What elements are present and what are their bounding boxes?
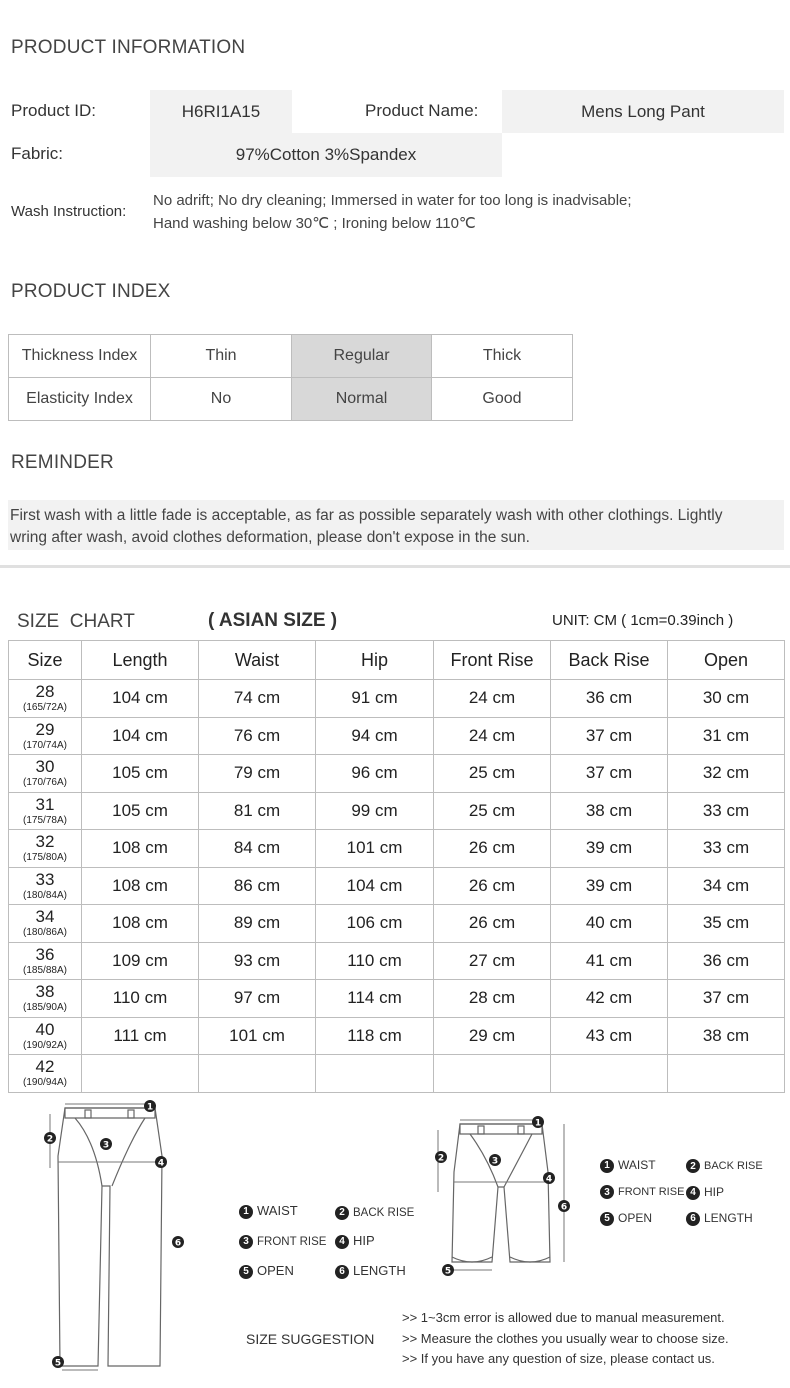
size-row	[9, 755, 785, 793]
product-index-heading: PRODUCT INDEX	[11, 281, 171, 302]
size-value-open: 31 cm	[668, 717, 785, 755]
size-number: 29	[35, 719, 55, 739]
legend-right-front-rise: 3 FRONT RISE	[600, 1185, 684, 1199]
size-number: 32	[35, 832, 55, 852]
size-row	[9, 905, 785, 943]
size-row	[9, 1055, 785, 1093]
svg-text:6: 6	[174, 1238, 182, 1249]
suggestion-item: >> 1~3cm error is allowed due to manual measurement.	[402, 1310, 725, 1325]
size-body-measure: (180/86A)	[23, 927, 67, 939]
size-number: 28	[35, 682, 55, 702]
size-cell	[9, 980, 82, 1018]
svg-text:3: 3	[102, 1140, 110, 1151]
size-value-length: 105 cm	[82, 792, 199, 830]
col-header-open: Open	[668, 641, 785, 680]
col-header-size: Size	[9, 641, 82, 680]
size-chart-unit: UNIT: CM ( 1cm=0.39inch )	[552, 612, 734, 629]
size-value-hip: 94 cm	[316, 717, 434, 755]
size-body-measure: (170/76A)	[23, 777, 67, 789]
size-value-hip: 91 cm	[316, 680, 434, 718]
size-row	[9, 942, 785, 980]
size-suggestion-title: SIZE SUGGESTION	[246, 1331, 375, 1347]
size-value-hip: 104 cm	[316, 867, 434, 905]
size-value-back: 36 cm	[551, 680, 668, 718]
svg-text:2: 2	[46, 1134, 54, 1145]
size-value-back	[551, 1055, 668, 1093]
size-row	[9, 867, 785, 905]
svg-text:4: 4	[545, 1174, 553, 1185]
size-value-open: 37 cm	[668, 980, 785, 1018]
size-value-length: 105 cm	[82, 755, 199, 793]
size-number: 33	[35, 869, 55, 889]
size-body-measure: (185/90A)	[23, 1002, 67, 1014]
wash-line-1: No adrift; No dry cleaning; Immersed in water for too long is inadvisable;	[153, 192, 632, 209]
elasticity-option: Good	[432, 378, 573, 421]
size-value-back: 38 cm	[551, 792, 668, 830]
legend-hip: 4 HIP	[335, 1233, 375, 1249]
size-value-back: 37 cm	[551, 755, 668, 793]
measure-marker-5-icon	[52, 1356, 64, 1369]
svg-text:4: 4	[157, 1158, 165, 1169]
size-value-open: 36 cm	[668, 942, 785, 980]
size-cell	[9, 1017, 82, 1055]
size-value-waist: 89 cm	[199, 905, 316, 943]
size-value-back: 42 cm	[551, 980, 668, 1018]
size-number: 31	[35, 794, 55, 814]
size-value-hip: 101 cm	[316, 830, 434, 868]
size-number: 38	[35, 982, 55, 1002]
size-value-waist: 74 cm	[199, 680, 316, 718]
size-suggestion-list	[402, 1308, 729, 1370]
measure-marker-6-icon	[172, 1236, 184, 1249]
wash-line-2: Hand washing below 30℃ ; Ironing below 110℃	[153, 215, 476, 232]
elasticity-option: No	[151, 378, 292, 421]
measure-marker-2-icon	[44, 1132, 56, 1145]
size-chart-subtitle: ( ASIAN SIZE )	[208, 610, 338, 631]
size-value-hip: 96 cm	[316, 755, 434, 793]
size-value-waist: 84 cm	[199, 830, 316, 868]
short-pant-diagram	[432, 1112, 592, 1282]
product-id-label: Product ID:	[11, 101, 97, 120]
legend-right-waist: 1 WAIST	[600, 1158, 656, 1173]
col-header-front-rise: Front Rise	[434, 641, 551, 680]
size-value-back: 39 cm	[551, 830, 668, 868]
size-value-open: 38 cm	[668, 1017, 785, 1055]
size-number: 36	[35, 944, 55, 964]
size-number: 40	[35, 1019, 55, 1039]
elasticity-row	[9, 378, 573, 421]
size-value-length: 104 cm	[82, 680, 199, 718]
thickness-option-selected: Regular	[292, 335, 432, 378]
reminder-line-2: wring after wash, avoid clothes deformation, please don't expose in the sun.	[10, 529, 530, 546]
size-value-back: 39 cm	[551, 867, 668, 905]
legend-waist: 1 WAIST	[239, 1203, 298, 1219]
size-body-measure: (175/80A)	[23, 852, 67, 864]
svg-text:2: 2	[437, 1153, 445, 1164]
size-value-front: 24 cm	[434, 680, 551, 718]
elasticity-label: Elasticity Index	[9, 378, 151, 421]
size-value-hip: 99 cm	[316, 792, 434, 830]
size-value-front: 26 cm	[434, 830, 551, 868]
legend-right-hip: 4 HIP	[686, 1185, 724, 1200]
size-cell	[9, 755, 82, 793]
size-number: 30	[35, 757, 55, 777]
size-cell	[9, 680, 82, 718]
size-body-measure: (170/74A)	[23, 739, 67, 751]
size-value-waist: 86 cm	[199, 867, 316, 905]
size-row	[9, 717, 785, 755]
product-id-value: H6RI1A15	[150, 90, 292, 133]
size-value-waist: 93 cm	[199, 942, 316, 980]
size-value-back: 43 cm	[551, 1017, 668, 1055]
size-body-measure: (165/72A)	[23, 702, 67, 714]
svg-text:6: 6	[560, 1202, 568, 1213]
size-value-hip: 110 cm	[316, 942, 434, 980]
short-marker-5-icon	[442, 1264, 454, 1277]
product-name-value: Mens Long Pant	[502, 90, 784, 133]
size-value-hip: 118 cm	[316, 1017, 434, 1055]
size-row	[9, 980, 785, 1018]
svg-text:1: 1	[534, 1118, 542, 1129]
svg-text:3: 3	[491, 1156, 499, 1167]
legend-right-length: 6 LENGTH	[686, 1211, 753, 1226]
size-value-front: 26 cm	[434, 905, 551, 943]
size-value-open: 33 cm	[668, 792, 785, 830]
size-value-open: 32 cm	[668, 755, 785, 793]
thickness-option: Thick	[432, 335, 573, 378]
size-value-length: 108 cm	[82, 830, 199, 868]
size-body-measure: (190/94A)	[23, 1077, 67, 1089]
size-value-open: 34 cm	[668, 867, 785, 905]
product-info-heading: PRODUCT INFORMATION	[11, 37, 246, 58]
suggestion-item: >> If you have any question of size, please contact us.	[402, 1351, 715, 1366]
size-body-measure: (175/78A)	[23, 814, 67, 826]
size-chart-table	[8, 640, 785, 1093]
size-value-length: 109 cm	[82, 942, 199, 980]
reminder-line-1: First wash with a little fade is acceptable, as far as possible separately wash with other clothings. Lightly	[10, 507, 723, 524]
legend-open: 5 OPEN	[239, 1263, 294, 1279]
size-value-open	[668, 1055, 785, 1093]
fabric-label: Fabric:	[11, 144, 63, 163]
size-chart-title: SIZE CHART	[17, 611, 135, 632]
legend-right-back-rise: 2 BACK RISE	[686, 1159, 763, 1173]
size-cell	[9, 792, 82, 830]
elasticity-option-selected: Normal	[292, 378, 432, 421]
size-cell	[9, 942, 82, 980]
col-header-back-rise: Back Rise	[551, 641, 668, 680]
size-row	[9, 830, 785, 868]
size-cell	[9, 1055, 82, 1093]
size-cell	[9, 717, 82, 755]
svg-text:1: 1	[146, 1102, 154, 1113]
svg-text:5: 5	[54, 1358, 62, 1369]
thickness-option: Thin	[151, 335, 292, 378]
thickness-row	[9, 335, 573, 378]
size-number: 42	[35, 1057, 55, 1077]
size-body-measure: (180/84A)	[23, 889, 67, 901]
legend-length: 6 LENGTH	[335, 1263, 406, 1279]
size-value-back: 41 cm	[551, 942, 668, 980]
short-marker-2-icon	[435, 1151, 447, 1164]
size-value-waist: 101 cm	[199, 1017, 316, 1055]
section-divider	[0, 565, 790, 568]
size-cell	[9, 867, 82, 905]
size-value-open: 33 cm	[668, 830, 785, 868]
size-value-length: 104 cm	[82, 717, 199, 755]
legend-back-rise: 2 BACK RISE	[335, 1204, 414, 1220]
size-value-hip	[316, 1055, 434, 1093]
size-value-length: 108 cm	[82, 867, 199, 905]
size-value-front: 24 cm	[434, 717, 551, 755]
reminder-box	[8, 500, 784, 550]
size-row	[9, 792, 785, 830]
size-value-front	[434, 1055, 551, 1093]
size-value-waist: 97 cm	[199, 980, 316, 1018]
size-value-back: 37 cm	[551, 717, 668, 755]
size-value-front: 28 cm	[434, 980, 551, 1018]
size-body-measure: (190/92A)	[23, 1039, 67, 1051]
legend-front-rise: 3 FRONT RISE	[239, 1233, 326, 1249]
size-cell	[9, 905, 82, 943]
size-value-front: 27 cm	[434, 942, 551, 980]
size-value-waist: 81 cm	[199, 792, 316, 830]
suggestion-item: >> Measure the clothes you usually wear to choose size.	[402, 1330, 729, 1346]
short-marker-6-icon	[558, 1200, 570, 1213]
size-row	[9, 680, 785, 718]
size-value-hip: 114 cm	[316, 980, 434, 1018]
fabric-value: 97%Cotton 3%Spandex	[150, 133, 502, 177]
thickness-label: Thickness Index	[9, 335, 151, 378]
size-chart-header-row	[9, 641, 785, 680]
col-header-length: Length	[82, 641, 199, 680]
size-value-back: 40 cm	[551, 905, 668, 943]
col-header-waist: Waist	[199, 641, 316, 680]
size-value-open: 30 cm	[668, 680, 785, 718]
size-value-length: 110 cm	[82, 980, 199, 1018]
size-value-front: 29 cm	[434, 1017, 551, 1055]
size-value-front: 26 cm	[434, 867, 551, 905]
size-value-length: 108 cm	[82, 905, 199, 943]
size-value-waist	[199, 1055, 316, 1093]
size-value-front: 25 cm	[434, 792, 551, 830]
size-value-waist: 76 cm	[199, 717, 316, 755]
size-value-waist: 79 cm	[199, 755, 316, 793]
svg-text:5: 5	[444, 1266, 452, 1277]
size-value-front: 25 cm	[434, 755, 551, 793]
size-number: 34	[35, 907, 55, 927]
reminder-heading: REMINDER	[11, 452, 114, 473]
legend-right-open: 5 OPEN	[600, 1211, 652, 1226]
size-cell	[9, 830, 82, 868]
size-value-open: 35 cm	[668, 905, 785, 943]
size-body-measure: (185/88A)	[23, 964, 67, 976]
product-index-table	[8, 334, 573, 421]
product-name-label: Product Name:	[365, 101, 479, 120]
long-pant-diagram	[40, 1096, 200, 1376]
size-row	[9, 1017, 785, 1055]
wash-label: Wash Instruction:	[11, 203, 127, 220]
size-value-length: 111 cm	[82, 1017, 199, 1055]
size-value-length	[82, 1055, 199, 1093]
col-header-hip: Hip	[316, 641, 434, 680]
size-value-hip: 106 cm	[316, 905, 434, 943]
